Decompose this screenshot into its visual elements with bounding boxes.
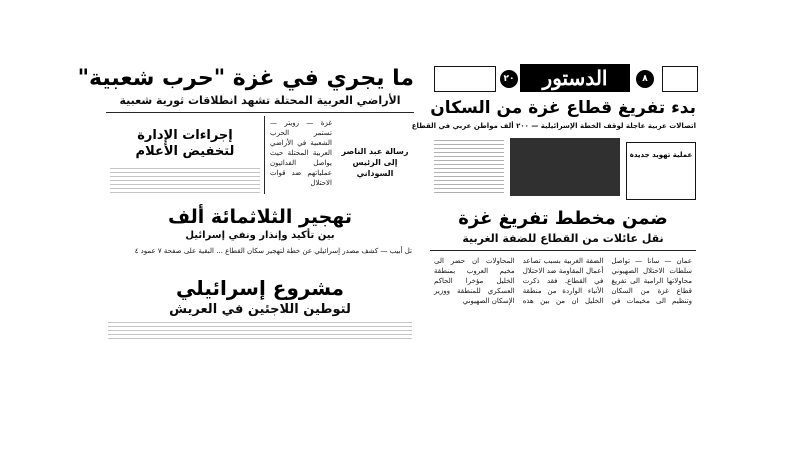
headline: تهجير الثلاثمائة ألف [168,206,352,228]
article-body-lower [110,168,260,194]
divider [106,112,414,113]
corner-box [662,66,698,92]
clipping-israeli-project [100,270,420,344]
subheadline: اتصالات عربية عاجلة لوقف الخطة الإسرائيلية — ٢٠٠ ألف مواطن عربي في القطاع [411,122,696,130]
headline: ما يجري في غزة "حرب شعبية" [77,66,414,91]
side-note-title: رسالة عبد الناصر إلى الرئيس السوداني [341,147,409,178]
subheadline: بين تأكيد وإنذار ونفي إسرائيل [185,230,335,241]
article-body: غزة — رويتر — تستمر الحرب الشعبية في الأراضي العربية المحتلة حيث يواصل الفدائيون عملياتهم ضد قوات الاحتلال [270,119,332,187]
clipping-gaza-evacuation-plan [426,204,700,344]
news-photo [510,138,620,196]
article-body [108,322,412,342]
article-body: عمان — سانا — تواصل سلطات الاحتلال الصهيوني محاولاتها الرامية الى تفريغ قطاع غزة من السكان وتنظيم الى مخيمات في الضفة الغربية بسبب تصاعد أعمال المقاومة ضد الاحتلال في القطاع. فقد ذكرت الأنباء الواردة من منطقة الخليل ان من بين هذه المحاولات ان حضر الى مخيم العروب بمنطقة الخليل مؤخرا الحاكم العسكري للمنطقة ووزير الإسكان الصهيوني [434,257,692,305]
issue-badge: ٨ [636,70,654,88]
divider [430,250,696,251]
subheadline: الأراضي العربية المحتلة تشهد انطلاقات ثورية شعبية [119,94,401,107]
subheadline: لتوطين اللاجئين في العريش [169,302,351,317]
article-body [434,140,504,194]
sidebar-box: عملية تهويد جديدة [626,142,696,200]
issue-badge: ٢٠ [500,70,518,88]
clipping-gaza-popular-war [77,62,420,198]
article-body: تل أبيب — كشف مصدر إسرائيلي عن خطة لتهجير سكان القطاع ... البقية على صفحة ٧ عمود ٤ [134,247,412,255]
newspaper-masthead: الدستور [520,64,630,92]
headline: بدء تفريغ قطاع غزة من السكان [430,98,696,118]
corner-box [434,66,496,92]
clipping-addustour [411,62,700,198]
headline: ضمن مخطط تفريغ غزة [458,208,668,229]
newspaper-collage [77,62,700,344]
second-headline: إجراءات الإدارة لتخفيض الأعلام [135,128,235,159]
subheadline: نقل عائلات من القطاع للضفة الغربية [462,232,664,245]
headline: مشروع إسرائيلي [175,276,345,300]
column-rule [264,116,265,194]
clipping-three-hundred-thousand [100,204,420,266]
